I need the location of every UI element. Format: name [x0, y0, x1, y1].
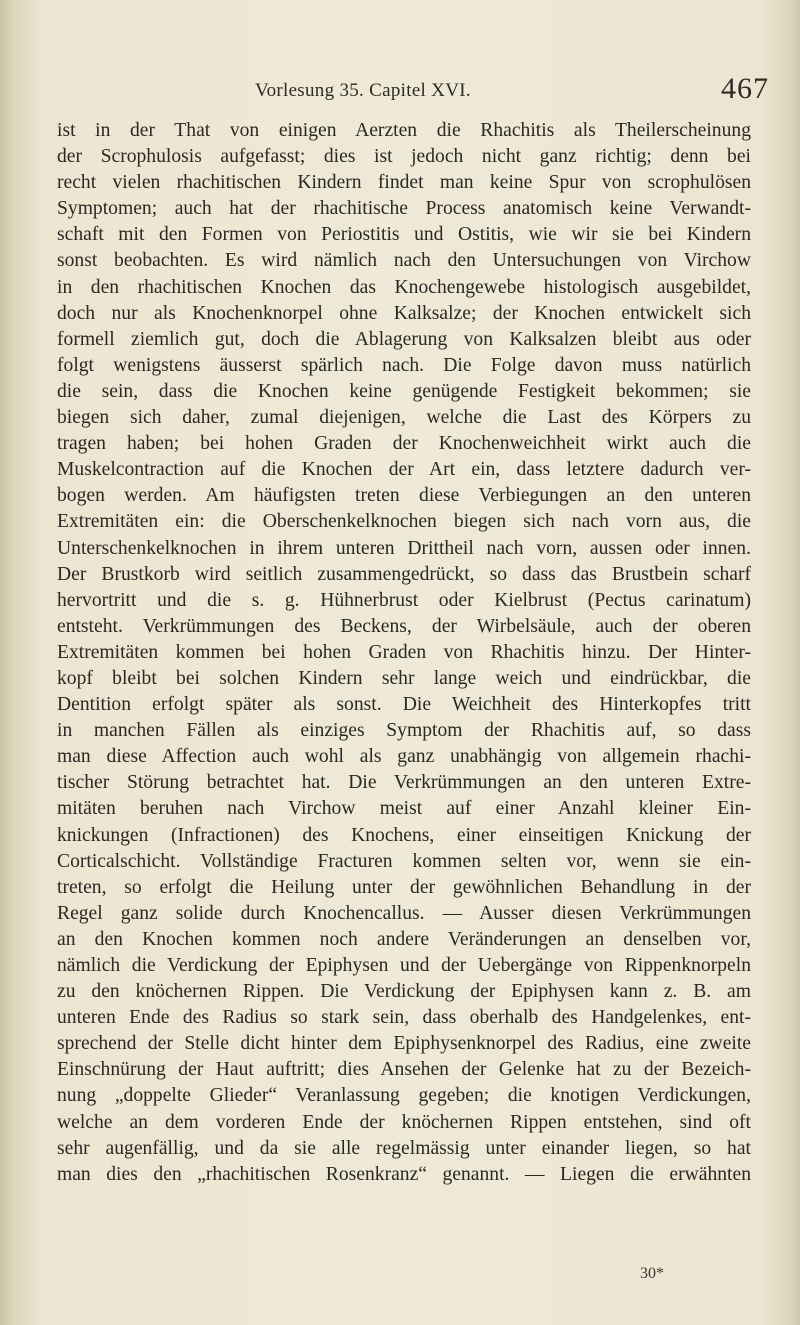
text-line: Der Brustkorb wird seitlich zusammengedrückt, so dass das Brustbein scharf: [57, 563, 751, 585]
text-line: in den rhachitischen Knochen das Knochengewebe histologisch ausgebildet,: [57, 276, 751, 298]
text-line: recht vielen rhachitischen Kindern findet man keine Spur von scrophulösen: [57, 172, 751, 194]
running-head: Vorlesung 35. Capitel XVI.: [255, 80, 471, 101]
text-line: Extremitäten ein: die Oberschenkelknochen biegen sich nach vorn aus, die: [57, 511, 751, 533]
text-line: der Scrophulosis aufgefasst; dies ist jedoch nicht ganz richtig; denn bei: [57, 146, 751, 168]
text-line: man dies den „rhachitischen Rosenkranz“ genannt. — Liegen die erwähnten: [57, 1163, 751, 1185]
signature-mark: 30*: [640, 1265, 664, 1282]
text-line: tragen haben; bei hohen Graden der Knochenweichheit wirkt auch die: [57, 433, 751, 455]
text-line: die sein, dass die Knochen keine genügende Festigkeit bekommen; sie: [57, 380, 751, 402]
text-line: hervortritt und die s. g. Hühnerbrust oder Kielbrust (Pectus carinatum): [57, 589, 751, 611]
text-line: welche an dem vorderen Ende der knöchernen Rippen entstehen, sind oft: [57, 1111, 751, 1133]
text-line: entsteht. Verkrümmungen des Beckens, der Wirbelsäule, auch der oberen: [57, 615, 751, 637]
text-line: Symptomen; auch hat der rhachitische Process anatomisch keine Verwandt-: [57, 198, 751, 220]
text-line: unteren Ende des Radius so stark sein, dass oberhalb des Handgelenkes, ent-: [57, 1007, 751, 1029]
page-header: [0, 72, 800, 112]
text-line: schaft mit den Formen von Periostitis und Ostitis, wie wir sie bei Kindern: [57, 224, 751, 246]
text-line: Dentition erfolgt später als sonst. Die Weichheit des Hinterkopfes tritt: [57, 694, 751, 716]
text-line: treten, so erfolgt die Heilung unter der gewöhnlichen Behandlung in der: [57, 876, 751, 898]
text-line: knickungen (Infractionen) des Knochens, einer einseitigen Knickung der: [57, 824, 751, 846]
text-line: nämlich die Verdickung der Epiphysen und der Uebergänge von Rippenknorpeln: [57, 955, 751, 976]
text-line: bogen werden. Am häufigsten treten diese Verbiegungen an den unteren: [57, 485, 751, 507]
text-line: folgt wenigstens äusserst spärlich nach. Die Folge davon muss natürlich: [57, 354, 751, 376]
text-line: formell ziemlich gut, doch die Ablagerung von Kalksalzen bleibt aus oder: [57, 328, 751, 350]
text-line: doch nur als Knochenknorpel ohne Kalksalze; der Knochen entwickelt sich: [57, 302, 751, 324]
page-number: 467: [721, 72, 769, 105]
text-line: Muskelcontraction auf die Knochen der Art ein, dass letztere dadurch ver-: [57, 459, 751, 481]
text-line: Unterschenkelknochen in ihrem unteren Drittheil nach vorn, aussen oder innen.: [57, 537, 751, 559]
text-line: Corticalschicht. Vollständige Fracturen kommen selten vor, wenn sie ein-: [57, 850, 751, 872]
text-line: Regel ganz solide durch Knochencallus. — Ausser diesen Verkrümmungen: [57, 902, 751, 924]
text-line: in manchen Fällen als einziges Symptom der Rhachitis auf, so dass: [57, 720, 751, 742]
text-line: kopf bleibt bei solchen Kindern sehr lange weich und eindrückbar, die: [57, 667, 751, 689]
text-line: mitäten beruhen nach Virchow meist auf einer Anzahl kleiner Ein-: [57, 798, 751, 820]
text-line: tischer Störung betrachtet hat. Die Verkrümmungen an den unteren Extre-: [57, 772, 751, 794]
text-line: man diese Affection auch wohl als ganz unabhängig von allgemein rhachi-: [57, 746, 751, 768]
text-line: biegen sich daher, zumal diejenigen, welche die Last des Körpers zu: [57, 407, 751, 429]
text-line: nung „doppelte Glieder“ Veranlassung gegeben; die knotigen Verdickungen,: [57, 1085, 751, 1107]
text-line: sehr augenfällig, und da sie alle regelmässig unter einander liegen, so hat: [57, 1137, 751, 1159]
text-line: Extremitäten kommen bei hohen Graden von Rhachitis hinzu. Der Hinter-: [57, 641, 751, 663]
text-line: sprechend der Stelle dicht hinter dem Epiphysenknorpel des Radius, eine zweite: [57, 1033, 751, 1055]
text-line: ist in der That von einigen Aerzten die Rhachitis als Theilerscheinung: [57, 120, 751, 141]
body-text: [57, 118, 751, 1188]
text-line: an den Knochen kommen noch andere Veränderungen an denselben vor,: [57, 928, 751, 950]
text-line: Einschnürung der Haut auftritt; dies Ansehen der Gelenke hat zu der Bezeich-: [57, 1059, 751, 1081]
text-line: sonst beobachten. Es wird nämlich nach den Untersuchungen von Virchow: [57, 250, 751, 272]
text-line: zu den knöchernen Rippen. Die Verdickung der Epiphysen kann z. B. am: [57, 981, 751, 1003]
